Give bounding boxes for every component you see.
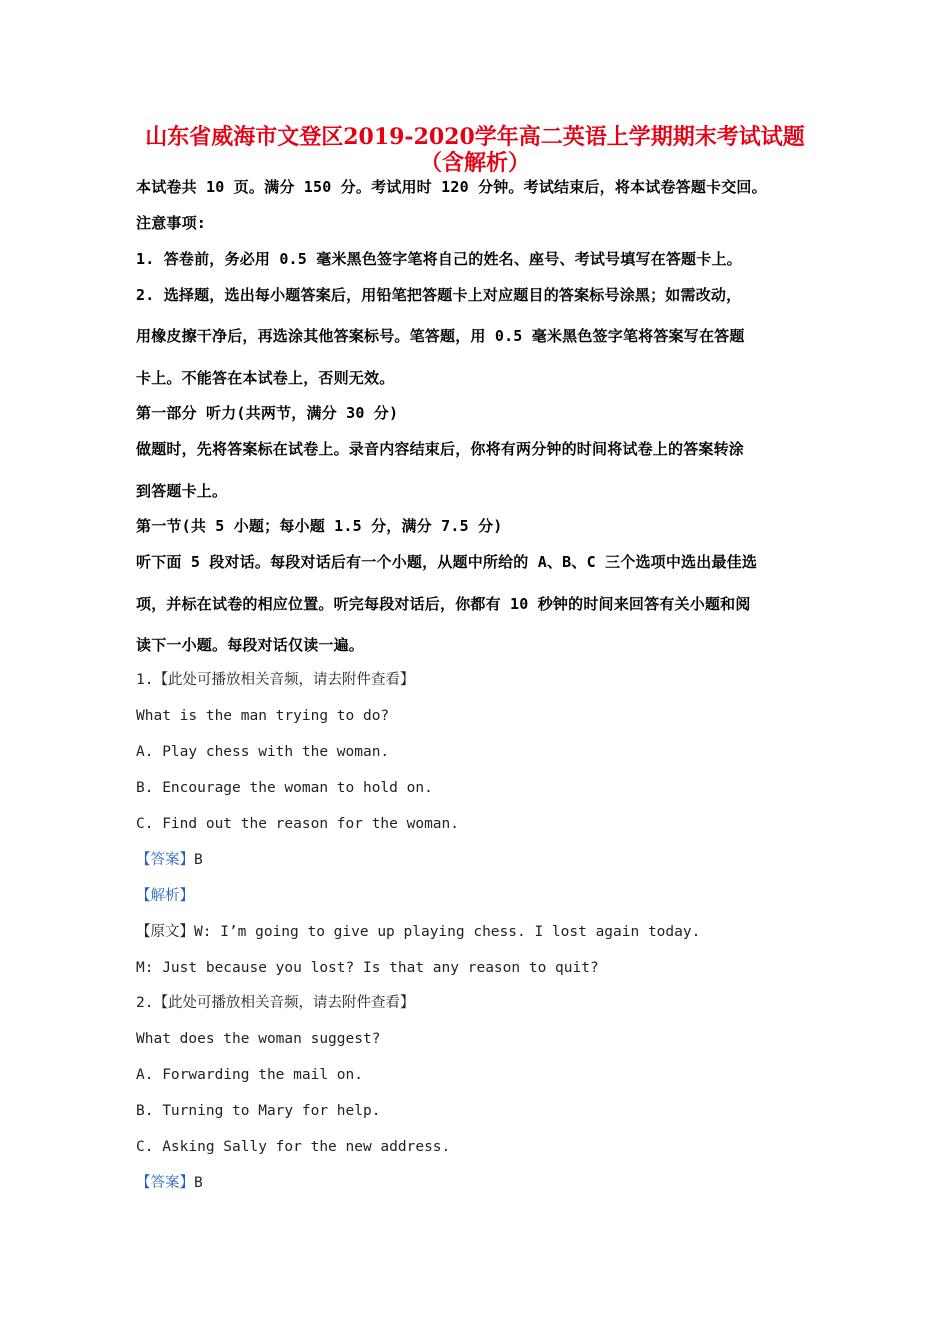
section1-instruction-line-1: 听下面 5 段对话。每段对话后有一个小题，从题中所给的 A、B、C 三个选项中选出最佳选 — [136, 553, 758, 571]
q2-option-a: A. Forwarding the mail on. — [136, 1067, 363, 1083]
note-2-line-3: 卡上。不能答在本试卷上，否则无效。 — [136, 369, 395, 387]
document-title-subtitle: （含解析） — [419, 150, 530, 176]
q1-original-m: M: Just because you lost? Is that any reason to quit? — [136, 960, 599, 976]
q2-audio-note: 2.【此处可播放相关音频，请去附件查看】 — [136, 995, 415, 1011]
answer-tag: 【答案】 — [136, 852, 194, 868]
note-1: 1. 答卷前，务必用 0.5 毫米黑色签字笔将自己的姓名、座号、考试号填写在答题卡上。 — [136, 250, 742, 268]
original-tag: 【原文】 — [136, 924, 194, 940]
part1-heading: 第一部分 听力(共两节，满分 30 分) — [136, 404, 399, 422]
q2-option-b: B. Turning to Mary for help. — [136, 1103, 381, 1119]
q1-option-c: C. Find out the reason for the woman. — [136, 816, 460, 832]
section1-heading: 第一节(共 5 小题；每小题 1.5 分，满分 7.5 分) — [136, 517, 503, 535]
answer-value: B — [194, 1175, 203, 1191]
q2-answer — [136, 1173, 203, 1193]
note-2-line-2: 用橡皮擦干净后，再选涂其他答案标号。笔答题，用 0.5 毫米黑色签字笔将答案写在答题 — [136, 327, 745, 345]
notes-heading: 注意事项: — [136, 214, 207, 232]
q1-answer — [136, 850, 203, 870]
q2-question: What does the woman suggest? — [136, 1031, 381, 1047]
answer-tag: 【答案】 — [136, 1175, 194, 1191]
q1-audio-note: 1.【此处可播放相关音频，请去附件查看】 — [136, 672, 415, 688]
q1-analysis-tag: 【解析】 — [136, 888, 194, 904]
original-w-line: W: I’m going to give up playing chess. I lost again today. — [194, 924, 701, 940]
document-title: 山东省威海市文登区2019-2020学年高二英语上学期期末考试试题 — [145, 124, 805, 150]
q1-option-a: A. Play chess with the woman. — [136, 744, 390, 760]
q1-original-w — [136, 922, 700, 942]
note-2-line-1: 2. 选择题，选出每小题答案后，用铅笔把答题卡上对应题目的答案标号涂黑；如需改动， — [136, 286, 742, 304]
q2-option-c: C. Asking Sally for the new address. — [136, 1139, 451, 1155]
q1-question: What is the man trying to do? — [136, 708, 390, 724]
section1-instruction-line-2: 项，并标在试卷的相应位置。听完每段对话后，你都有 10 秒钟的时间来回答有关小题和阅 — [136, 595, 751, 613]
section1-instruction-line-3: 读下一小题。每段对话仅读一遍。 — [136, 636, 365, 654]
part1-instruction-line-2: 到答题卡上。 — [136, 482, 228, 500]
intro-paragraph: 本试卷共 10 页。满分 150 分。考试用时 120 分钟。考试结束后，将本试卷答题卡交回。 — [136, 178, 767, 196]
q1-option-b: B. Encourage the woman to hold on. — [136, 780, 433, 796]
answer-value: B — [194, 852, 203, 868]
part1-instruction-line-1: 做题时，先将答案标在试卷上。录音内容结束后，你将有两分钟的时间将试卷上的答案转涂 — [136, 440, 745, 458]
